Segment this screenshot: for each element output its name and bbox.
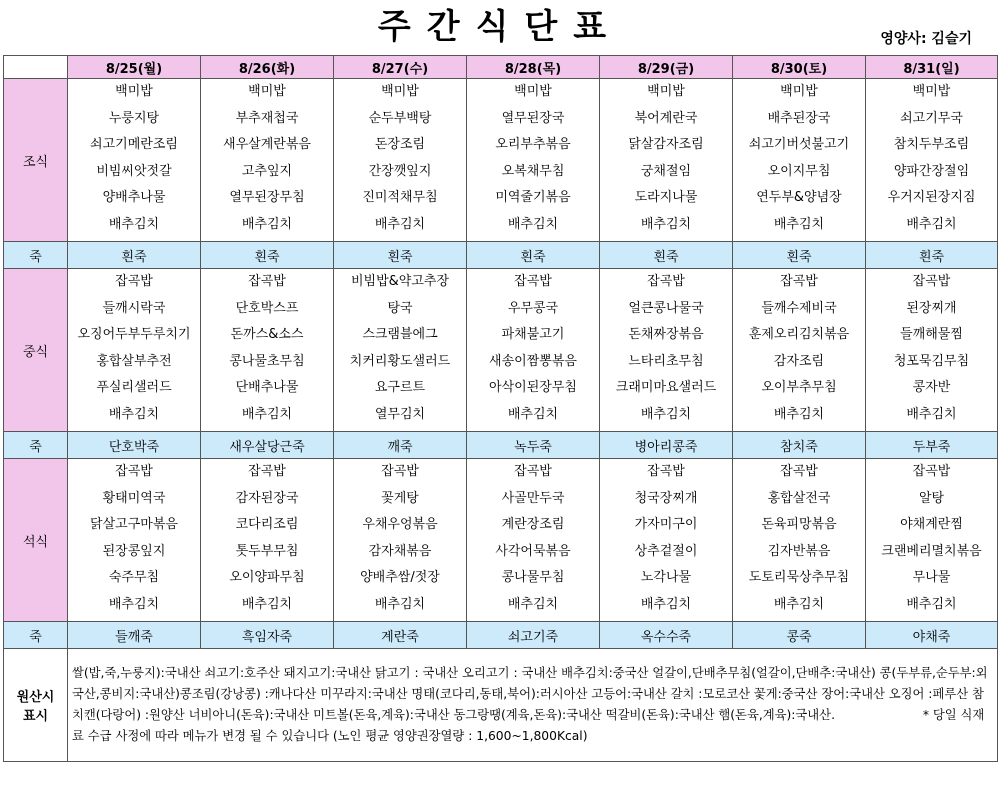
dinner-row xyxy=(4,459,998,622)
menu-item: 백미밥 xyxy=(780,84,818,99)
menu-item: 단호박스프 xyxy=(235,300,299,316)
menu-item: 숙주무침 xyxy=(108,570,160,585)
origin-label xyxy=(4,649,68,762)
menu-cell xyxy=(201,459,334,622)
menu-item: 코다리조림 xyxy=(235,517,299,532)
menu-item: 무나물 xyxy=(912,570,951,585)
menu-item: 잡곡밥 xyxy=(381,464,419,479)
menu-item: 고추잎지 xyxy=(241,163,293,179)
porridge-row-2 xyxy=(4,432,998,459)
menu-item: 연두부&양념장 xyxy=(756,190,842,205)
menu-item: 계란장조림 xyxy=(501,517,565,532)
menu-item: 열무된장무침 xyxy=(229,190,305,205)
day-header: 8/30(토) xyxy=(733,56,866,79)
menu-item: 비빔씨앗젓갈 xyxy=(96,163,172,179)
menu-item: 양배추쌈/젓장 xyxy=(360,570,440,585)
porridge-item: 흰죽 xyxy=(334,242,467,269)
menu-cell xyxy=(68,79,201,242)
menu-item: 우거지된장지짐 xyxy=(887,190,976,205)
menu-item: 얼큰콩나물국 xyxy=(628,300,704,316)
menu-item: 들깨해물찜 xyxy=(900,327,963,342)
porridge-row-3 xyxy=(4,622,998,649)
nutritionist-label: 영양사: 김슬기 xyxy=(880,31,972,47)
menu-item: 백미밥 xyxy=(381,84,419,99)
menu-item: 황태미역국 xyxy=(102,490,166,506)
meal-label-lunch: 중식 xyxy=(4,269,68,432)
meal-label-dinner: 석식 xyxy=(4,459,68,622)
menu-item: 요구르트 xyxy=(374,380,426,395)
porridge-item: 흑임자죽 xyxy=(201,622,334,649)
menu-item: 배추김치 xyxy=(507,406,559,422)
breakfast-row xyxy=(4,79,998,242)
menu-item: 아삭이된장무침 xyxy=(489,380,577,395)
lunch-row xyxy=(4,269,998,432)
menu-item: 배추김치 xyxy=(640,596,692,612)
menu-item: 잡곡밥 xyxy=(115,274,153,289)
menu-item: 청포묵김무침 xyxy=(893,353,970,369)
origin-label-line1: 원산시 xyxy=(16,690,55,705)
porridge-item: 흰죽 xyxy=(201,242,334,269)
menu-item: 돈까스&소스 xyxy=(230,327,304,342)
porridge-item: 흰죽 xyxy=(600,242,733,269)
menu-item: 배추김치 xyxy=(640,216,692,232)
menu-item: 노각나물 xyxy=(640,570,692,585)
menu-item: 된장찌개 xyxy=(906,300,957,316)
origin-info xyxy=(68,649,998,762)
menu-item: 잡곡밥 xyxy=(115,464,153,479)
menu-cell xyxy=(866,79,998,242)
menu-cell xyxy=(866,459,998,622)
menu-item: 백미밥 xyxy=(912,84,951,99)
menu-item: 오이양파무침 xyxy=(229,570,305,585)
menu-item: 양파간장절임 xyxy=(893,163,970,179)
menu-item: 참치두부조림 xyxy=(893,137,970,152)
menu-item: 닭살고구마볶음 xyxy=(90,517,178,532)
menu-item: 치커리황도샐러드 xyxy=(349,353,451,369)
origin-label-line2: 표시 xyxy=(22,709,49,724)
menu-item: 잡곡밥 xyxy=(248,274,286,289)
menu-cell xyxy=(334,269,467,432)
menu-cell xyxy=(201,79,334,242)
porridge-label: 죽 xyxy=(4,242,68,269)
menu-item: 상추겉절이 xyxy=(634,543,698,559)
menu-item: 감자채볶음 xyxy=(368,543,432,559)
menu-item: 탕국 xyxy=(387,300,413,316)
menu-item: 된장콩잎지 xyxy=(102,543,166,559)
menu-item: 잡곡밥 xyxy=(780,464,818,479)
menu-item: 쇠고기무국 xyxy=(900,110,963,126)
menu-item: 궁채절임 xyxy=(640,163,692,179)
menu-item: 순두부백탕 xyxy=(368,110,432,126)
porridge-item: 흰죽 xyxy=(68,242,201,269)
porridge-label: 죽 xyxy=(4,622,68,649)
menu-item: 쇠고기버섯불고기 xyxy=(748,137,850,152)
menu-item: 느타리초무침 xyxy=(628,353,704,369)
menu-item: 오이지무침 xyxy=(767,163,831,179)
menu-item: 배추김치 xyxy=(108,596,160,612)
menu-item: 열무김치 xyxy=(374,406,426,422)
menu-item: 닭살감자조림 xyxy=(628,137,704,152)
menu-item: 홍합살부추전 xyxy=(96,353,172,369)
porridge-row-1 xyxy=(4,242,998,269)
menu-item: 사골만두국 xyxy=(501,490,565,506)
menu-item: 배추김치 xyxy=(241,596,293,612)
porridge-item: 옥수수죽 xyxy=(600,622,733,649)
menu-item: 우채우엉볶음 xyxy=(362,517,438,532)
menu-item: 사각어묵볶음 xyxy=(495,543,571,559)
menu-item: 잡곡밥 xyxy=(912,274,951,289)
menu-item: 잡곡밥 xyxy=(248,464,286,479)
menu-item: 새우살계란볶음 xyxy=(223,137,311,152)
menu-item: 돈장조림 xyxy=(374,137,426,152)
menu-item: 배추김치 xyxy=(507,216,559,232)
menu-item: 배추김치 xyxy=(241,406,293,422)
menu-item: 훈제오리김치볶음 xyxy=(748,327,850,342)
menu-item: 배추김치 xyxy=(108,406,160,422)
menu-item: 톳두부무침 xyxy=(235,543,299,559)
origin-text: 쌀(밥,죽,누룽지):국내산 쇠고기:호주산 돼지고기:국내산 닭고기 : 국내산 오리고기 : 국내산 배추김치:중국산 얼갈이,단배추무침(얼갈이,단배추:국내산) 콩(두부류,순두부:외국산,콩비지:국내산)콩조림(강낭콩) :캐나다산 미꾸라지:국내산 명태(코다리,동태,북어):러시아산 고등어:국내산 갈치 :모로코산 꽃게:중국산 장어:국내산 오징어 :페루산 참치캔(다랑어) :원양산 너비아니(돈육):국내산 미트볼(돈육,계육):국내산 동그랑땡(계육,돈육):국내산 떡갈비(돈육):국내산 햄(돈육,계육):국내산. xyxy=(72,666,988,722)
menu-item: 잡곡밥 xyxy=(647,274,685,289)
menu-change-note: * 당일 식재료 수급 사정에 따라 메뉴가 변경 될 수 있습니다 (노인 평균 영양권장열량 : 1,600~1,800Kcal) xyxy=(72,708,985,743)
menu-cell xyxy=(733,459,866,622)
menu-item: 열무된장국 xyxy=(501,110,565,126)
porridge-label: 죽 xyxy=(4,432,68,459)
menu-item: 배추김치 xyxy=(374,216,426,232)
menu-item: 미역줄기볶음 xyxy=(495,190,571,205)
menu-item: 크래미마요샐러드 xyxy=(615,380,717,395)
menu-cell xyxy=(733,269,866,432)
menu-cell xyxy=(600,269,733,432)
menu-item: 간장깻잎지 xyxy=(368,163,432,179)
menu-item: 백미밥 xyxy=(647,84,685,99)
porridge-item: 들깨죽 xyxy=(68,622,201,649)
menu-item: 알탕 xyxy=(918,490,945,506)
menu-item: 부추재첩국 xyxy=(235,110,299,126)
day-header: 8/26(화) xyxy=(201,56,334,79)
menu-cell xyxy=(68,459,201,622)
menu-cell xyxy=(201,269,334,432)
menu-cell xyxy=(467,79,600,242)
corner-cell xyxy=(4,56,68,79)
menu-item: 잡곡밥 xyxy=(514,274,552,289)
page-title: 주간식단표 xyxy=(377,7,623,47)
menu-item: 크랜베리멸치볶음 xyxy=(881,543,982,559)
menu-item: 파채불고기 xyxy=(501,327,565,342)
menu-item: 비빔밥&약고추장 xyxy=(350,274,450,289)
meal-label-breakfast: 조식 xyxy=(4,79,68,242)
menu-cell xyxy=(334,459,467,622)
menu-item: 배추된장국 xyxy=(767,110,831,126)
menu-item: 단배추나물 xyxy=(235,380,299,395)
menu-item: 배추김치 xyxy=(773,406,825,422)
menu-item: 김자반볶음 xyxy=(767,543,831,559)
menu-cell xyxy=(68,269,201,432)
menu-cell xyxy=(467,459,600,622)
porridge-item: 두부죽 xyxy=(866,432,998,459)
menu-item: 들깨시락국 xyxy=(102,300,166,316)
porridge-item: 새우살당근죽 xyxy=(201,432,334,459)
menu-item: 오리부추볶음 xyxy=(495,137,571,152)
porridge-item: 쇠고기죽 xyxy=(467,622,600,649)
day-header: 8/25(월) xyxy=(68,56,201,79)
menu-item: 양배추나물 xyxy=(102,190,166,205)
menu-item: 도라지나물 xyxy=(634,190,698,205)
menu-item: 우무콩국 xyxy=(507,300,559,316)
menu-item: 새송이짬뽕볶음 xyxy=(489,353,577,369)
menu-item: 감자조림 xyxy=(773,353,825,369)
menu-item: 배추김치 xyxy=(773,596,825,612)
porridge-item: 흰죽 xyxy=(866,242,998,269)
menu-item: 들깨수제비국 xyxy=(761,300,837,316)
menu-item: 청국장찌개 xyxy=(634,490,698,506)
porridge-item: 흰죽 xyxy=(467,242,600,269)
menu-item: 가자미구이 xyxy=(634,517,698,532)
menu-item: 진미적채무침 xyxy=(362,190,438,205)
menu-item: 배추김치 xyxy=(906,216,957,232)
porridge-item: 깨죽 xyxy=(334,432,467,459)
menu-cell xyxy=(733,79,866,242)
menu-item: 백미밥 xyxy=(115,84,153,99)
menu-item: 배추김치 xyxy=(108,216,160,232)
menu-cell xyxy=(334,79,467,242)
menu-cell xyxy=(600,459,733,622)
weekly-menu-table xyxy=(3,55,998,762)
menu-item: 오징어두부두루치기 xyxy=(77,327,191,342)
menu-item: 오복채무침 xyxy=(501,163,565,179)
menu-item: 콩나물초무침 xyxy=(229,353,305,369)
day-header: 8/28(목) xyxy=(467,56,600,79)
porridge-item: 야채죽 xyxy=(866,622,998,649)
menu-item: 배추김치 xyxy=(374,596,426,612)
origin-row xyxy=(4,649,998,762)
porridge-item: 녹두죽 xyxy=(467,432,600,459)
porridge-item: 병아리콩죽 xyxy=(600,432,733,459)
menu-item: 도토리묵상추무침 xyxy=(748,570,850,585)
menu-item: 누룽지탕 xyxy=(108,110,160,126)
menu-item: 북어계란국 xyxy=(634,110,698,126)
day-header: 8/29(금) xyxy=(600,56,733,79)
menu-item: 돈육피망볶음 xyxy=(761,517,837,532)
menu-item: 홍합살전국 xyxy=(767,490,831,506)
menu-item: 콩자반 xyxy=(912,380,951,395)
menu-cell xyxy=(866,269,998,432)
porridge-item: 단호박죽 xyxy=(68,432,201,459)
menu-item: 배추김치 xyxy=(906,406,957,422)
menu-item: 잡곡밥 xyxy=(912,464,951,479)
porridge-item: 계란죽 xyxy=(334,622,467,649)
porridge-item: 흰죽 xyxy=(733,242,866,269)
menu-item: 감자된장국 xyxy=(235,490,299,506)
day-header: 8/27(수) xyxy=(334,56,467,79)
menu-item: 야채계란찜 xyxy=(900,517,963,532)
menu-item: 잡곡밥 xyxy=(780,274,818,289)
menu-cell xyxy=(467,269,600,432)
porridge-item: 참치죽 xyxy=(733,432,866,459)
menu-item: 꽃게탕 xyxy=(381,490,419,506)
menu-cell xyxy=(600,79,733,242)
menu-item: 쇠고기메란조림 xyxy=(90,137,178,152)
menu-item: 푸실리샐러드 xyxy=(96,380,172,395)
porridge-item: 콩죽 xyxy=(733,622,866,649)
menu-item: 콩나물무침 xyxy=(501,570,565,585)
day-header-row xyxy=(4,56,998,79)
menu-item: 잡곡밥 xyxy=(647,464,685,479)
menu-item: 돈채짜장볶음 xyxy=(628,327,704,342)
menu-item: 백미밥 xyxy=(514,84,552,99)
menu-item: 잡곡밥 xyxy=(514,464,552,479)
menu-item: 배추김치 xyxy=(906,596,957,612)
menu-item: 오이부추무침 xyxy=(761,380,837,395)
menu-item: 백미밥 xyxy=(248,84,286,99)
menu-item: 배추김치 xyxy=(773,216,825,232)
menu-item: 스크램블에그 xyxy=(362,327,438,342)
menu-item: 배추김치 xyxy=(640,406,692,422)
day-header: 8/31(일) xyxy=(866,56,998,79)
menu-item: 배추김치 xyxy=(241,216,293,232)
menu-item: 배추김치 xyxy=(507,596,559,612)
